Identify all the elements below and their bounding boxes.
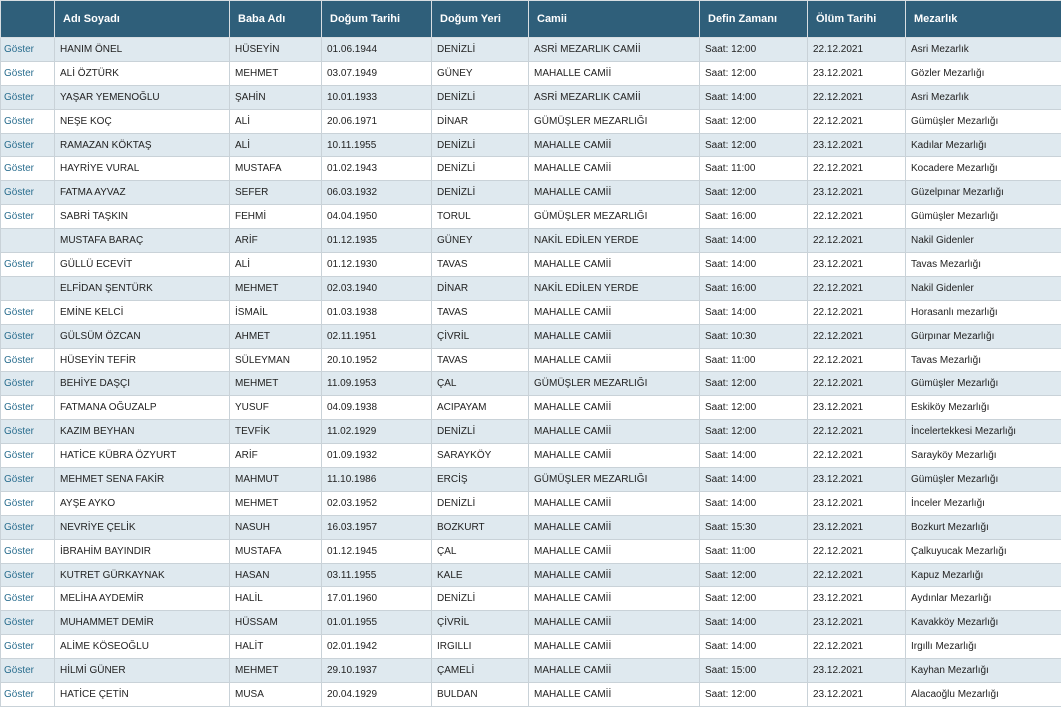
table-row [1,61,1061,85]
cemetery-cell: Kadılar Mezarlığı [906,133,1061,157]
burial-time-cell: Saat: 12:00 [700,587,808,611]
show-link[interactable]: Göster [1,85,55,109]
mosque-cell: MAHALLE CAMİİ [529,324,700,348]
mosque-cell: NAKİL EDİLEN YERDE [529,276,700,300]
father-name-cell: SÜLEYMAN [230,348,322,372]
table-row [1,157,1061,181]
cemetery-cell: Kayhan Mezarlığı [906,659,1061,683]
mosque-cell: ASRİ MEZARLIK CAMİİ [529,85,700,109]
show-link[interactable]: Göster [1,253,55,277]
burial-time-cell: Saat: 14:00 [700,253,808,277]
name-cell: MEHMET SENA FAKİR [55,468,230,492]
show-link[interactable]: Göster [1,348,55,372]
burial-time-cell: Saat: 14:00 [700,300,808,324]
name-cell: YAŞAR YEMENOĞLU [55,85,230,109]
burial-time-cell: Saat: 12:00 [700,372,808,396]
cemetery-cell: Tavas Mezarlığı [906,348,1061,372]
birth-place-cell: DENİZLİ [432,133,529,157]
name-cell: HATİCE KÜBRA ÖZYURT [55,444,230,468]
death-date-cell: 22.12.2021 [808,420,906,444]
cemetery-cell: Gümüşler Mezarlığı [906,468,1061,492]
show-link[interactable]: Göster [1,563,55,587]
show-link[interactable]: Göster [1,133,55,157]
name-cell: SABRİ TAŞKIN [55,205,230,229]
burial-time-cell: Saat: 12:00 [700,420,808,444]
name-cell: HÜSEYİN TEFİR [55,348,230,372]
birth-date-cell: 20.10.1952 [322,348,432,372]
birth-place-cell: ÇİVRİL [432,611,529,635]
birth-place-cell: DENİZLİ [432,491,529,515]
birth-place-cell: KALE [432,563,529,587]
father-name-cell: ŞAHİN [230,85,322,109]
cemetery-cell: İnceler Mezarlığı [906,491,1061,515]
birth-date-cell: 11.10.1986 [322,468,432,492]
mosque-cell: MAHALLE CAMİİ [529,635,700,659]
col-header-mosque: Camii [529,1,700,38]
burial-time-cell: Saat: 14:00 [700,635,808,659]
cemetery-cell: Horasanlı mezarlığı [906,300,1061,324]
show-link[interactable]: Göster [1,468,55,492]
cemetery-cell: Nakil Gidenler [906,229,1061,253]
name-cell: MELİHA AYDEMİR [55,587,230,611]
father-name-cell: ARİF [230,444,322,468]
show-link[interactable]: Göster [1,61,55,85]
col-header-birth-place: Doğum Yeri [432,1,529,38]
show-link[interactable]: Göster [1,205,55,229]
name-cell: HİLMİ GÜNER [55,659,230,683]
table-row [1,276,1061,300]
name-cell: HAYRİYE VURAL [55,157,230,181]
show-link[interactable]: Göster [1,157,55,181]
col-header-cemetery: Mezarlık [906,1,1061,38]
cemetery-cell: İncelertekkesi Mezarlığı [906,420,1061,444]
cemetery-cell: Nakil Gidenler [906,276,1061,300]
show-link[interactable]: Göster [1,38,55,62]
father-name-cell: ALİ [230,253,322,277]
death-date-cell: 23.12.2021 [808,396,906,420]
name-cell: EMİNE KELCİ [55,300,230,324]
death-date-cell: 23.12.2021 [808,611,906,635]
table-row [1,659,1061,683]
father-name-cell: ARİF [230,229,322,253]
cemetery-cell: Çalkuyucak Mezarlığı [906,539,1061,563]
name-cell: AYŞE AYKO [55,491,230,515]
name-cell: BEHİYE DAŞÇI [55,372,230,396]
father-name-cell: HASAN [230,563,322,587]
burial-time-cell: Saat: 10:30 [700,324,808,348]
mosque-cell: MAHALLE CAMİİ [529,587,700,611]
birth-place-cell: BULDAN [432,683,529,707]
table-row [1,420,1061,444]
cemetery-cell: Gümüşler Mezarlığı [906,109,1061,133]
birth-date-cell: 29.10.1937 [322,659,432,683]
cemetery-cell: Irgıllı Mezarlığı [906,635,1061,659]
table-row [1,635,1061,659]
birth-place-cell: IRGILLI [432,635,529,659]
col-header-birth-date: Doğum Tarihi [322,1,432,38]
father-name-cell: MEHMET [230,659,322,683]
table-row [1,539,1061,563]
table-row [1,491,1061,515]
name-cell: MUHAMMET DEMİR [55,611,230,635]
burial-time-cell: Saat: 14:00 [700,229,808,253]
show-link[interactable]: Göster [1,683,55,707]
birth-place-cell: DİNAR [432,109,529,133]
father-name-cell: MEHMET [230,276,322,300]
show-link[interactable]: Göster [1,324,55,348]
show-link[interactable]: Göster [1,587,55,611]
mosque-cell: GÜMÜŞLER MEZARLIĞI [529,468,700,492]
birth-date-cell: 02.03.1952 [322,491,432,515]
birth-place-cell: TORUL [432,205,529,229]
birth-place-cell: ERCİŞ [432,468,529,492]
table-row [1,229,1061,253]
birth-place-cell: DENİZLİ [432,85,529,109]
birth-date-cell: 20.06.1971 [322,109,432,133]
father-name-cell: ALİ [230,109,322,133]
death-date-cell: 22.12.2021 [808,276,906,300]
mosque-cell: MAHALLE CAMİİ [529,253,700,277]
birth-date-cell: 11.02.1929 [322,420,432,444]
burial-time-cell: Saat: 12:00 [700,61,808,85]
father-name-cell: HALİL [230,587,322,611]
father-name-cell: NASUH [230,515,322,539]
death-date-cell: 22.12.2021 [808,444,906,468]
father-name-cell: FEHMİ [230,205,322,229]
table-row [1,38,1061,62]
name-cell: MUSTAFA BARAÇ [55,229,230,253]
birth-date-cell: 01.03.1938 [322,300,432,324]
mosque-cell: MAHALLE CAMİİ [529,539,700,563]
father-name-cell: TEVFİK [230,420,322,444]
birth-place-cell: GÜNEY [432,229,529,253]
show-link[interactable]: Göster [1,420,55,444]
birth-date-cell: 11.09.1953 [322,372,432,396]
death-date-cell: 23.12.2021 [808,659,906,683]
table-row [1,324,1061,348]
burial-time-cell: Saat: 11:00 [700,157,808,181]
name-cell: FATMA AYVAZ [55,181,230,205]
death-date-cell: 22.12.2021 [808,229,906,253]
table-row [1,205,1061,229]
birth-place-cell: ÇİVRİL [432,324,529,348]
name-cell: FATMANA OĞUZALP [55,396,230,420]
father-name-cell: HÜSEYİN [230,38,322,62]
name-cell: HANIM ÖNEL [55,38,230,62]
col-header-name: Adı Soyadı [55,1,230,38]
death-date-cell: 22.12.2021 [808,324,906,348]
mosque-cell: NAKİL EDİLEN YERDE [529,229,700,253]
cemetery-cell: Gözler Mezarlığı [906,61,1061,85]
birth-date-cell: 01.09.1932 [322,444,432,468]
show-link[interactable]: Göster [1,396,55,420]
birth-date-cell: 02.03.1940 [322,276,432,300]
birth-date-cell: 02.11.1951 [322,324,432,348]
cemetery-cell: Gürpınar Mezarlığı [906,324,1061,348]
burial-time-cell: Saat: 16:00 [700,205,808,229]
death-date-cell: 23.12.2021 [808,683,906,707]
table-row [1,133,1061,157]
col-header-burial-time: Defin Zamanı [700,1,808,38]
burial-time-cell: Saat: 12:00 [700,563,808,587]
cemetery-cell: Kavakköy Mezarlığı [906,611,1061,635]
show-link[interactable]: Göster [1,515,55,539]
table-row [1,587,1061,611]
table-row [1,109,1061,133]
burial-time-cell: Saat: 12:00 [700,683,808,707]
birth-place-cell: ÇAL [432,539,529,563]
burial-time-cell: Saat: 14:00 [700,85,808,109]
name-cell: GÜLLÜ ECEVİT [55,253,230,277]
cemetery-cell: Asri Mezarlık [906,85,1061,109]
father-name-cell: MUSA [230,683,322,707]
cemetery-cell: Tavas Mezarlığı [906,253,1061,277]
death-date-cell: 23.12.2021 [808,133,906,157]
birth-date-cell: 10.01.1933 [322,85,432,109]
birth-place-cell: ACIPAYAM [432,396,529,420]
cemetery-cell: Gümüşler Mezarlığı [906,372,1061,396]
death-date-cell: 22.12.2021 [808,300,906,324]
burial-time-cell: Saat: 15:00 [700,659,808,683]
cemetery-cell: Asri Mezarlık [906,38,1061,62]
birth-place-cell: ÇAL [432,372,529,396]
name-cell: NEVRİYE ÇELİK [55,515,230,539]
father-name-cell: MUSTAFA [230,157,322,181]
mosque-cell: MAHALLE CAMİİ [529,420,700,444]
father-name-cell: SEFER [230,181,322,205]
cemetery-cell: Güzelpınar Mezarlığı [906,181,1061,205]
death-date-cell: 22.12.2021 [808,635,906,659]
birth-date-cell: 17.01.1960 [322,587,432,611]
death-date-cell: 22.12.2021 [808,38,906,62]
burial-time-cell: Saat: 12:00 [700,181,808,205]
death-date-cell: 23.12.2021 [808,181,906,205]
name-cell: NEŞE KOÇ [55,109,230,133]
show-link[interactable]: Göster [1,109,55,133]
father-name-cell: MEHMET [230,491,322,515]
father-name-cell: MEHMET [230,372,322,396]
birth-date-cell: 01.06.1944 [322,38,432,62]
cemetery-cell: Sarayköy Mezarlığı [906,444,1061,468]
mosque-cell: MAHALLE CAMİİ [529,515,700,539]
birth-place-cell: DENİZLİ [432,420,529,444]
father-name-cell: ALİ [230,133,322,157]
table-row [1,396,1061,420]
burial-time-cell: Saat: 12:00 [700,396,808,420]
birth-date-cell: 10.11.1955 [322,133,432,157]
death-date-cell: 22.12.2021 [808,157,906,181]
show-link[interactable]: Göster [1,300,55,324]
birth-place-cell: TAVAS [432,300,529,324]
father-name-cell: HALİT [230,635,322,659]
birth-date-cell: 01.12.1945 [322,539,432,563]
mosque-cell: MAHALLE CAMİİ [529,563,700,587]
show-link [1,276,55,300]
death-date-cell: 23.12.2021 [808,61,906,85]
father-name-cell: AHMET [230,324,322,348]
name-cell: GÜLSÜM ÖZCAN [55,324,230,348]
death-date-cell: 22.12.2021 [808,109,906,133]
mosque-cell: MAHALLE CAMİİ [529,133,700,157]
name-cell: İBRAHİM BAYINDIR [55,539,230,563]
table-row [1,468,1061,492]
show-link[interactable]: Göster [1,659,55,683]
burial-time-cell: Saat: 11:00 [700,348,808,372]
birth-place-cell: TAVAS [432,348,529,372]
show-link[interactable]: Göster [1,491,55,515]
cemetery-cell: Gümüşler Mezarlığı [906,205,1061,229]
death-date-cell: 23.12.2021 [808,515,906,539]
table-row [1,444,1061,468]
burial-time-cell: Saat: 14:00 [700,444,808,468]
table-row [1,683,1061,707]
death-date-cell: 22.12.2021 [808,539,906,563]
birth-date-cell: 01.12.1930 [322,253,432,277]
birth-place-cell: ÇAMELİ [432,659,529,683]
birth-date-cell: 06.03.1932 [322,181,432,205]
show-link[interactable]: Göster [1,444,55,468]
cemetery-cell: Kapuz Mezarlığı [906,563,1061,587]
death-date-cell: 22.12.2021 [808,348,906,372]
table-row [1,563,1061,587]
col-header-father-name: Baba Adı [230,1,322,38]
table-row [1,181,1061,205]
birth-date-cell: 02.01.1942 [322,635,432,659]
birth-date-cell: 03.11.1955 [322,563,432,587]
mosque-cell: MAHALLE CAMİİ [529,181,700,205]
death-date-cell: 22.12.2021 [808,372,906,396]
show-link[interactable]: Göster [1,635,55,659]
birth-date-cell: 01.12.1935 [322,229,432,253]
name-cell: HATİCE ÇETİN [55,683,230,707]
show-link[interactable]: Göster [1,539,55,563]
death-date-cell: 23.12.2021 [808,587,906,611]
death-date-cell: 23.12.2021 [808,491,906,515]
birth-date-cell: 16.03.1957 [322,515,432,539]
birth-place-cell: TAVAS [432,253,529,277]
table-row [1,348,1061,372]
table-row [1,85,1061,109]
show-link[interactable]: Göster [1,611,55,635]
death-date-cell: 23.12.2021 [808,253,906,277]
name-cell: KUTRET GÜRKAYNAK [55,563,230,587]
name-cell: RAMAZAN KÖKTAŞ [55,133,230,157]
name-cell: ELFİDAN ŞENTÜRK [55,276,230,300]
birth-place-cell: DENİZLİ [432,587,529,611]
death-date-cell: 22.12.2021 [808,563,906,587]
cemetery-cell: Alacaoğlu Mezarlığı [906,683,1061,707]
death-date-cell: 23.12.2021 [808,468,906,492]
mosque-cell: MAHALLE CAMİİ [529,491,700,515]
show-link[interactable]: Göster [1,372,55,396]
mosque-cell: MAHALLE CAMİİ [529,396,700,420]
birth-date-cell: 01.02.1943 [322,157,432,181]
table-row [1,611,1061,635]
mosque-cell: MAHALLE CAMİİ [529,659,700,683]
table-row [1,515,1061,539]
birth-date-cell: 01.01.1955 [322,611,432,635]
birth-date-cell: 03.07.1949 [322,61,432,85]
mosque-cell: MAHALLE CAMİİ [529,611,700,635]
burial-time-cell: Saat: 14:00 [700,468,808,492]
burial-time-cell: Saat: 12:00 [700,38,808,62]
birth-date-cell: 04.09.1938 [322,396,432,420]
mosque-cell: MAHALLE CAMİİ [529,444,700,468]
show-link[interactable]: Göster [1,181,55,205]
mosque-cell: MAHALLE CAMİİ [529,300,700,324]
cemetery-cell: Eskiköy Mezarlığı [906,396,1061,420]
cemetery-cell: Kocadere Mezarlığı [906,157,1061,181]
birth-date-cell: 20.04.1929 [322,683,432,707]
mosque-cell: MAHALLE CAMİİ [529,61,700,85]
birth-place-cell: DENİZLİ [432,157,529,181]
birth-place-cell: DİNAR [432,276,529,300]
burial-time-cell: Saat: 14:00 [700,611,808,635]
father-name-cell: YUSUF [230,396,322,420]
death-date-cell: 22.12.2021 [808,205,906,229]
death-date-cell: 22.12.2021 [808,85,906,109]
name-cell: KAZIM BEYHAN [55,420,230,444]
mosque-cell: MAHALLE CAMİİ [529,683,700,707]
burial-time-cell: Saat: 15:30 [700,515,808,539]
father-name-cell: MUSTAFA [230,539,322,563]
name-cell: ALİME KÖSEOĞLU [55,635,230,659]
header-row [1,1,1061,38]
birth-place-cell: BOZKURT [432,515,529,539]
birth-place-cell: GÜNEY [432,61,529,85]
table-row [1,300,1061,324]
mosque-cell: GÜMÜŞLER MEZARLIĞI [529,372,700,396]
mosque-cell: MAHALLE CAMİİ [529,157,700,181]
burial-time-cell: Saat: 11:00 [700,539,808,563]
col-header-action [1,1,55,38]
birth-place-cell: DENİZLİ [432,181,529,205]
father-name-cell: İSMAİL [230,300,322,324]
cemetery-cell: Aydınlar Mezarlığı [906,587,1061,611]
table-row [1,372,1061,396]
name-cell: ALİ ÖZTÜRK [55,61,230,85]
mosque-cell: ASRİ MEZARLIK CAMİİ [529,38,700,62]
cemetery-cell: Bozkurt Mezarlığı [906,515,1061,539]
burial-time-cell: Saat: 12:00 [700,133,808,157]
mosque-cell: GÜMÜŞLER MEZARLIĞI [529,205,700,229]
father-name-cell: HÜSSAM [230,611,322,635]
table-row [1,253,1061,277]
col-header-death-date: Ölüm Tarihi [808,1,906,38]
mosque-cell: MAHALLE CAMİİ [529,348,700,372]
show-link [1,229,55,253]
father-name-cell: MEHMET [230,61,322,85]
burial-time-cell: Saat: 14:00 [700,491,808,515]
birth-place-cell: DENİZLİ [432,38,529,62]
burial-time-cell: Saat: 12:00 [700,109,808,133]
burial-time-cell: Saat: 16:00 [700,276,808,300]
birth-place-cell: SARAYKÖY [432,444,529,468]
mosque-cell: GÜMÜŞLER MEZARLIĞI [529,109,700,133]
father-name-cell: MAHMUT [230,468,322,492]
birth-date-cell: 04.04.1950 [322,205,432,229]
